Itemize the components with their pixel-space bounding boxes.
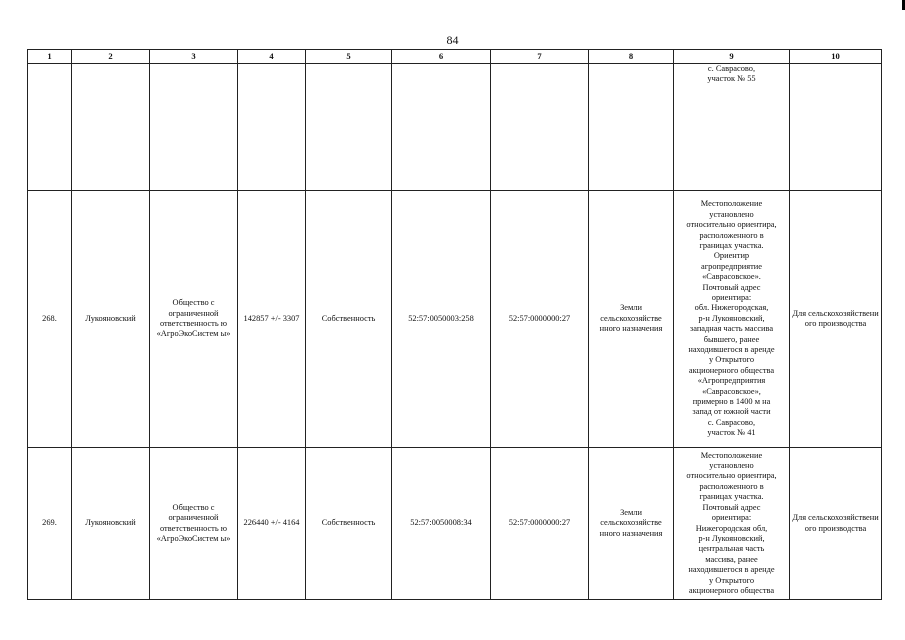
header-row <box>28 50 882 64</box>
header-cell-2: 2 <box>72 50 150 64</box>
right-cell: Собственность <box>306 191 392 448</box>
table-cell <box>238 64 306 191</box>
header-cell-8: 8 <box>589 50 674 64</box>
header-cell-7: 7 <box>491 50 589 64</box>
district-cell: Лукояновский <box>72 448 150 600</box>
table-cell <box>790 64 882 191</box>
location-text: Местоположение установлено относительно ориентира, расположенного в границах участка. Ориентир агропредприятие «Саврасовское». Почтовый адрес ориентира: обл. Нижегородская, р-н Лукояновский, западная часть массива бывшего, ранее находившегося в аренде у Открытого акционерного общества «Агропредприятия «Саврасовское», примерно в 1400 м на запад от южной части с. Саврасово, участок № 41 <box>686 199 777 438</box>
quarter-number-cell: 52:57:0000000:27 <box>491 448 589 600</box>
continuation-row <box>28 64 882 191</box>
area-cell: 142857 +/- 3307 <box>238 191 306 448</box>
permitted-use-cell: Для сельскохозяйствени ого производства <box>790 448 882 600</box>
table-cell <box>306 64 392 191</box>
row-number: 269. <box>28 448 72 600</box>
owner-cell: Общество с ограниченной ответственность ю «АгроЭкоСистем ы» <box>150 448 238 600</box>
header-cell-6: 6 <box>392 50 491 64</box>
table-cell <box>589 64 674 191</box>
table-cell <box>392 64 491 191</box>
table-row <box>28 191 882 448</box>
table-cell <box>28 64 72 191</box>
header-cell-9: 9 <box>674 50 790 64</box>
header-cell-1: 1 <box>28 50 72 64</box>
right-cell: Собственность <box>306 448 392 600</box>
quarter-number-cell: 52:57:0000000:27 <box>491 191 589 448</box>
table-cell <box>72 64 150 191</box>
land-category-cell: Земли сельскохозяйстве нного назначения <box>589 448 674 600</box>
table-cell <box>491 64 589 191</box>
location-text: с. Саврасово, участок № 55 <box>707 64 756 84</box>
district-cell: Лукояновский <box>72 191 150 448</box>
land-category-cell: Земли сельскохозяйстве нного назначения <box>589 191 674 448</box>
header-cell-10: 10 <box>790 50 882 64</box>
area-cell: 226440 +/- 4164 <box>238 448 306 600</box>
page-number: 84 <box>446 33 459 47</box>
header-cell-3: 3 <box>150 50 238 64</box>
cadastral-number-cell: 52:57:0050008:34 <box>392 448 491 600</box>
table-cell <box>150 64 238 191</box>
location-cell <box>674 64 790 191</box>
location-text: Местоположение установлено относительно ориентира, расположенного в границах участка. Почтовый адрес ориентира: Нижегородская обл, р-н Лукояновский, центральная часть массива, ранее находившегося в аренде у Открытого акционерного общества <box>686 450 777 595</box>
location-cell <box>674 191 790 448</box>
permitted-use-cell: Для сельскохозяйствени ого производства <box>790 191 882 448</box>
land-registry-table <box>27 49 882 600</box>
cadastral-number-cell: 52:57:0050003:258 <box>392 191 491 448</box>
location-cell <box>674 448 790 600</box>
table-row <box>28 448 882 600</box>
header-cell-4: 4 <box>238 50 306 64</box>
header-cell-5: 5 <box>306 50 392 64</box>
owner-cell: Общество с ограниченной ответственность ю «АгроЭкоСистем ы» <box>150 191 238 448</box>
row-number: 268. <box>28 191 72 448</box>
